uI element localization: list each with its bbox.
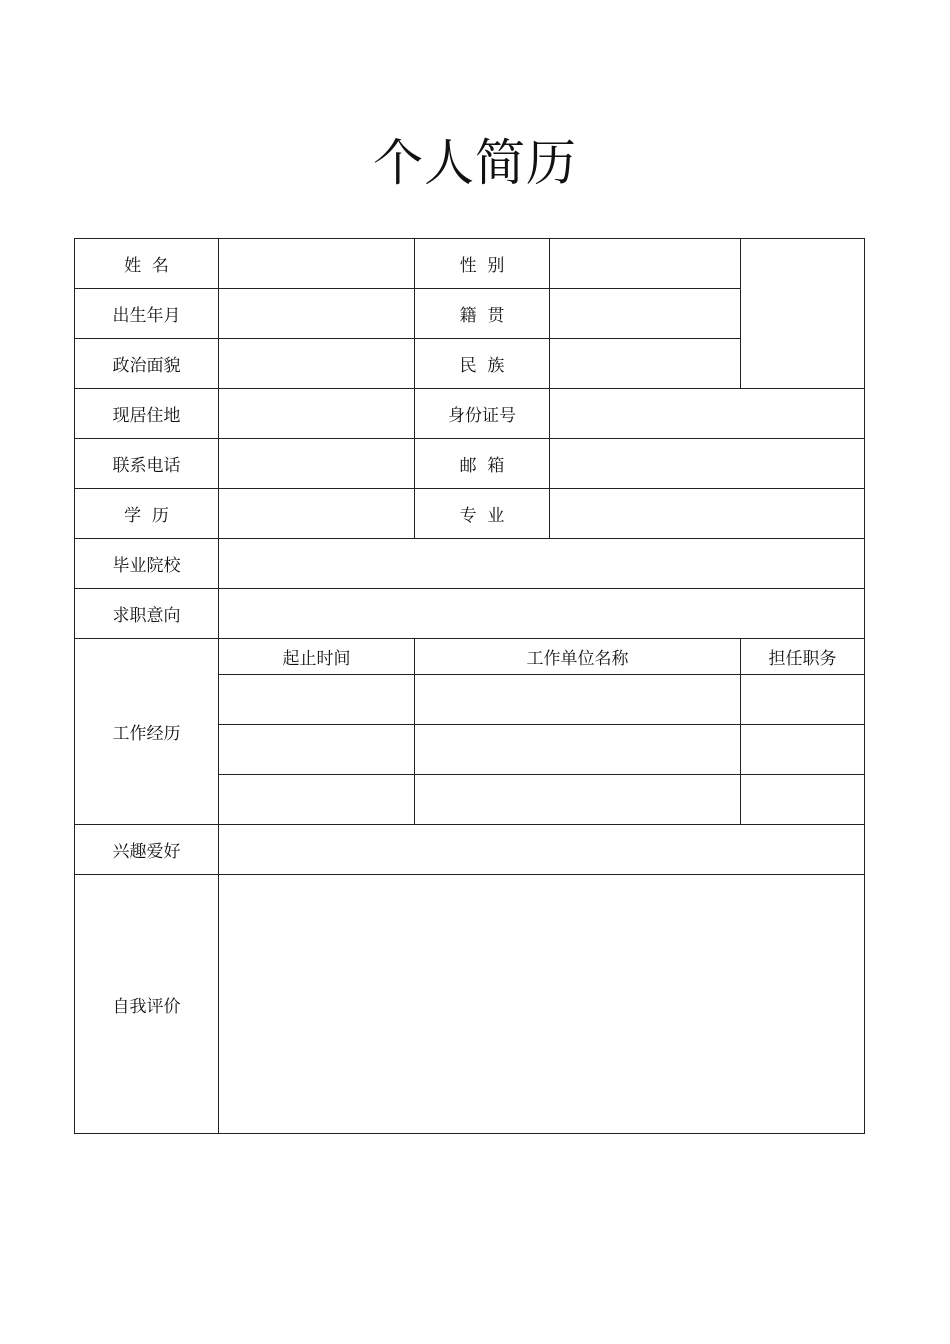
name-field[interactable]: [219, 239, 415, 289]
work-header-position: 担任职务: [741, 639, 865, 675]
name-label: 姓 名: [75, 239, 219, 289]
email-label: 邮 箱: [415, 439, 550, 489]
birth-field[interactable]: [219, 289, 415, 339]
row-education: [75, 489, 865, 539]
row-phone: [75, 439, 865, 489]
row-residence: [75, 389, 865, 439]
work-experience-label: 工作经历: [75, 639, 219, 825]
work-period-cell[interactable]: [219, 775, 415, 825]
ethnicity-label: 民 族: [415, 339, 550, 389]
birth-label: 出生年月: [75, 289, 219, 339]
major-field[interactable]: [550, 489, 865, 539]
row-self-evaluation: [75, 875, 865, 1134]
work-period-cell[interactable]: [219, 675, 415, 725]
work-employer-cell[interactable]: [415, 675, 741, 725]
gender-label: 性 别: [415, 239, 550, 289]
phone-label: 联系电话: [75, 439, 219, 489]
work-employer-cell[interactable]: [415, 775, 741, 825]
major-label: 专 业: [415, 489, 550, 539]
row-name: [75, 239, 865, 289]
work-position-cell[interactable]: [741, 775, 865, 825]
id-number-field[interactable]: [550, 389, 865, 439]
work-position-cell[interactable]: [741, 725, 865, 775]
work-header-period: 起止时间: [219, 639, 415, 675]
work-employer-cell[interactable]: [415, 725, 741, 775]
job-intention-label: 求职意向: [75, 589, 219, 639]
ethnicity-field[interactable]: [550, 339, 741, 389]
native-place-field[interactable]: [550, 289, 741, 339]
email-field[interactable]: [550, 439, 865, 489]
native-place-label: 籍 贯: [415, 289, 550, 339]
phone-field[interactable]: [219, 439, 415, 489]
row-hobbies: [75, 825, 865, 875]
education-label: 学 历: [75, 489, 219, 539]
self-evaluation-field[interactable]: [219, 875, 865, 1134]
row-job-intention: [75, 589, 865, 639]
residence-label: 现居住地: [75, 389, 219, 439]
residence-field[interactable]: [219, 389, 415, 439]
row-school: [75, 539, 865, 589]
work-position-cell[interactable]: [741, 675, 865, 725]
gender-field[interactable]: [550, 239, 741, 289]
political-status-label: 政治面貌: [75, 339, 219, 389]
resume-table: [74, 238, 865, 1134]
photo-box[interactable]: [741, 239, 865, 389]
education-field[interactable]: [219, 489, 415, 539]
hobbies-label: 兴趣爱好: [75, 825, 219, 875]
page-title: 个人简历: [373, 134, 577, 192]
self-evaluation-label: 自我评价: [75, 875, 219, 1134]
political-status-field[interactable]: [219, 339, 415, 389]
school-label: 毕业院校: [75, 539, 219, 589]
work-header-row: [75, 639, 865, 675]
job-intention-field[interactable]: [219, 589, 865, 639]
hobbies-field[interactable]: [219, 825, 865, 875]
work-period-cell[interactable]: [219, 725, 415, 775]
school-field[interactable]: [219, 539, 865, 589]
work-header-employer: 工作单位名称: [415, 639, 741, 675]
id-number-label: 身份证号: [415, 389, 550, 439]
